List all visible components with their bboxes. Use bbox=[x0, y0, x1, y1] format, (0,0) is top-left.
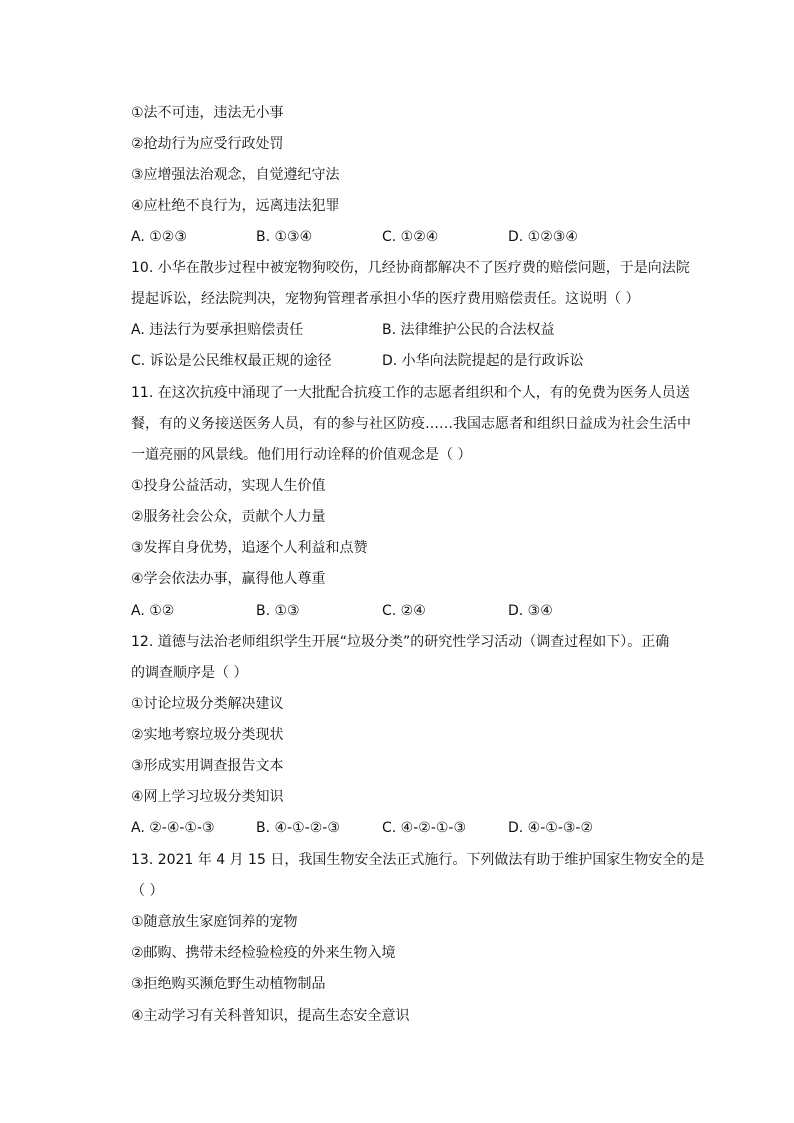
q10-stem-line-1: 10. 小华在散步过程中被宠物狗咬伤，几经协商都解决不了医疗费的赔偿问题，于是向法院 bbox=[131, 260, 690, 276]
q11-stem-line-2: 餐，有的义务接送医务人员，有的参与社区防疫……我国志愿者和组织日益成为社会生活中 bbox=[131, 416, 691, 432]
q9-item-3: ③应增强法治观念，自觉遵纪守法 bbox=[131, 167, 340, 183]
q13-stem-line-1: 13. 2021 年 4 月 15 日，我国生物安全法正式施行。下列做法有助于维护国家生物安全的是 bbox=[131, 852, 705, 868]
q11-option-c: C. ②④ bbox=[382, 603, 426, 619]
q11-item-2: ②服务社会公众，贡献个人力量 bbox=[131, 509, 326, 525]
q11-option-b: B. ①③ bbox=[256, 603, 300, 619]
q11-stem-line-3: 一道亮丽的风景线。他们用行动诠释的价值观念是（ ） bbox=[131, 447, 472, 463]
q13-item-4: ④主动学习有关科普知识，提高生态安全意识 bbox=[131, 1008, 410, 1024]
q10-option-d: D. 小华向法院提起的是行政诉讼 bbox=[382, 353, 584, 369]
q11-option-d: D. ③④ bbox=[508, 603, 553, 619]
q12-option-c: C. ④-②-①-③ bbox=[382, 820, 467, 836]
q12-option-b: B. ④-①-②-③ bbox=[256, 820, 340, 836]
q12-option-d: D. ④-①-③-② bbox=[508, 820, 594, 836]
q10-stem-line-2: 提起诉讼，经法院判决，宠物狗管理者承担小华的医疗费用赔偿责任。这说明（ ） bbox=[131, 291, 640, 307]
q9-item-1: ①法不可违，违法无小事 bbox=[131, 105, 284, 121]
q9-option-c: C. ①②④ bbox=[382, 229, 439, 245]
q13-stem-line-2: （ ） bbox=[131, 883, 164, 899]
q12-item-4: ④网上学习垃圾分类知识 bbox=[131, 789, 284, 805]
q13-item-3: ③拒绝购买濒危野生动植物制品 bbox=[131, 976, 326, 992]
q10-option-a: A. 违法行为要承担赔偿责任 bbox=[131, 322, 304, 338]
q12-item-1: ①讨论垃圾分类解决建议 bbox=[131, 696, 284, 712]
q10-option-b: B. 法律维护公民的合法权益 bbox=[382, 322, 555, 338]
q9-item-4: ④应杜绝不良行为，远离违法犯罪 bbox=[131, 198, 340, 214]
q12-stem-line-2: 的调查顺序是（ ） bbox=[131, 665, 248, 681]
q9-option-a: A. ①②③ bbox=[131, 229, 187, 245]
q12-item-3: ③形成实用调查报告文本 bbox=[131, 758, 284, 774]
q10-option-c: C. 诉讼是公民维权最正规的途径 bbox=[131, 353, 332, 369]
q11-item-3: ③发挥自身优势，追逐个人利益和点赞 bbox=[131, 540, 368, 556]
q13-item-2: ②邮购、携带未经检验检疫的外来生物入境 bbox=[131, 945, 396, 961]
q9-item-2: ②抢劫行为应受行政处罚 bbox=[131, 136, 284, 152]
q12-stem-line-1: 12. 道德与法治老师组织学生开展“垃圾分类”的研究性学习活动（调查过程如下）。正确 bbox=[131, 634, 670, 650]
q12-option-a: A. ②-④-①-③ bbox=[131, 820, 215, 836]
q9-option-d: D. ①②③④ bbox=[508, 229, 578, 245]
q9-option-b: B. ①③④ bbox=[256, 229, 313, 245]
q11-option-a: A. ①② bbox=[131, 603, 175, 619]
q11-item-4: ④学会依法办事，赢得他人尊重 bbox=[131, 571, 326, 587]
q11-item-1: ①投身公益活动，实现人生价值 bbox=[131, 478, 326, 494]
q11-stem-line-1: 11. 在这次抗疫中涌现了一大批配合抗疫工作的志愿者组织和个人，有的免费为医务人员送 bbox=[131, 385, 690, 401]
q13-item-1: ①随意放生家庭饲养的宠物 bbox=[131, 914, 298, 930]
q12-item-2: ②实地考察垃圾分类现状 bbox=[131, 727, 284, 743]
